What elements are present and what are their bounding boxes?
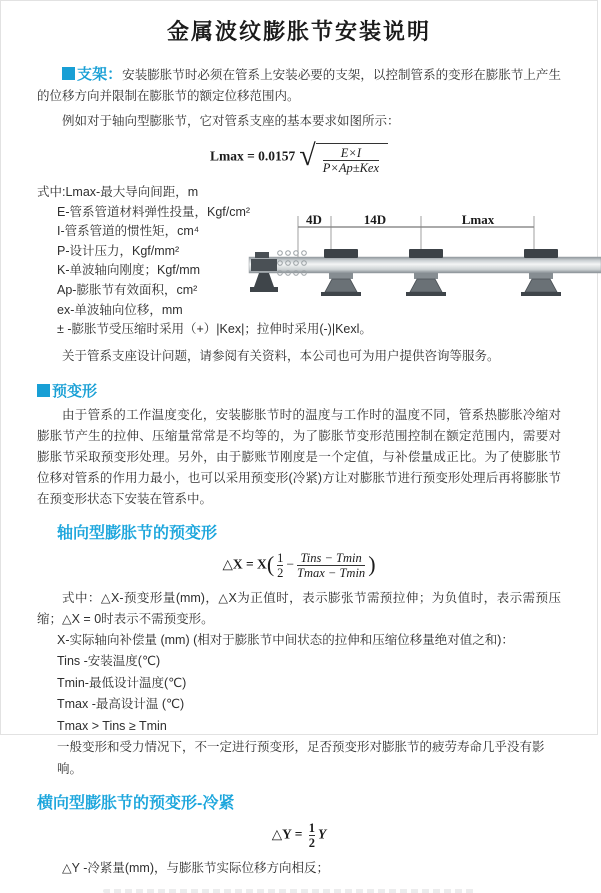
temperature-fraction: $\frac{\text{Tins − Tmin}}{Tmax - Tmin}$ bbox=[297, 550, 366, 580]
var-line: X-实际轴向补偿量 (mm) (相对于膨胀节中间状态的拉伸和压缩位移量绝对值之和)： bbox=[57, 632, 514, 647]
formula-lmax bbox=[37, 140, 561, 175]
var-line: K-单波轴向刚度；Kgf/mm bbox=[57, 263, 201, 278]
support-note-line: 关于管系支座设计问题，请参阅有关资料，本公司也可为用户提供咨询等服务。 bbox=[62, 348, 500, 363]
left-paren: ( bbox=[266, 551, 275, 577]
minus-sign: − bbox=[286, 556, 295, 572]
dim-label-14d: 14D bbox=[363, 212, 387, 227]
formula-lmax-numerator: E×I bbox=[340, 146, 361, 160]
section-heading-predeform: 预变形 bbox=[37, 380, 561, 401]
right-paren: ) bbox=[368, 551, 376, 577]
pipe-support-diagram-svg bbox=[249, 213, 601, 309]
var-line: Tmax -最高设计温 (℃) bbox=[57, 697, 185, 712]
pipe-support-diagram bbox=[249, 213, 601, 309]
pipe bbox=[249, 257, 601, 273]
section-heading-support: 支架： bbox=[77, 66, 123, 83]
axial-formula-explain: 式中：△X-预变形量(mm)，△X为正值时，表示膨张节需预拉伸；为负值时，表示需预压缩；△X = 0时表示不需预变形。 bbox=[37, 590, 561, 626]
axial-variable-lines bbox=[37, 630, 561, 781]
var-line: P-设计压力，Kgf/mm² bbox=[57, 243, 180, 258]
var-line: ± -膨胀节受压缩时采用（+）|Kex|；拉伸时采用(-)|Kexl。 bbox=[57, 322, 372, 337]
var-line: 式中:Lmax-最大导向间距，m bbox=[37, 185, 199, 199]
formula-dx-lhs: △X = X bbox=[222, 556, 267, 572]
var-line: I-管系管道的惯性矩，cm⁴ bbox=[57, 224, 200, 239]
support-intro-text: 安装膨胀节时必须在管系上安装必要的支架，以控制管系的变形在膨胀节上产生的位移方向并限制在膨胀节的额定位移范围内。 bbox=[37, 68, 561, 103]
var-line: Tins -安装温度(℃) bbox=[57, 654, 161, 669]
blue-square-bullet-icon bbox=[62, 67, 75, 80]
predeform-body-paragraph: 由于管系的工作温度变化，安装膨胀节时的温度与工作时的温度不同，管系热膨胀冷缩对膨胀节产生的拉伸、压缩量常常是不均等的，为了膨胀节变形范围控制在额定范围内，需要对膨胀节采取预变形处理。另外，由于膨账节刚度是一个定值，与补偿量成正比。为了使膨胀节位移对管系的作用力最小，也可以采用预变形(冷紧)方让对膨胀节进行预变形处理后再将膨胀节在预变形状态下安装在管系中。 bbox=[37, 407, 561, 506]
subheading-lateral-predeform: 横向型膨胀节的预变形-冷紧 bbox=[37, 795, 235, 813]
formula-lmax-fraction bbox=[320, 146, 382, 175]
var-line: Tmax > Tins ≥ Tmin bbox=[57, 718, 167, 733]
blue-square-bullet-icon bbox=[37, 384, 50, 397]
var-line: Ap-膨胀节有效面积，cm² bbox=[57, 282, 198, 297]
support-intro-paragraph bbox=[37, 64, 561, 107]
dim-label-4d: 4D bbox=[306, 212, 322, 227]
dim-label-lmax: Lmax bbox=[461, 212, 495, 227]
radical-sign: √ $\frac{E\times I}{\text{P×Ap±Kex}}$ bbox=[299, 140, 388, 175]
var-line: ex-单波轴向位移，mm bbox=[57, 302, 183, 317]
var-line: E-管系管道材料弹性投量，Kgf/cm² bbox=[57, 204, 251, 219]
page-title: 金属波纹膨胀节安装说明 bbox=[166, 19, 431, 44]
lateral-line: △Y -冷紧量(mm)，与膨胀节实际位移方向相反； bbox=[62, 861, 330, 876]
clipped-text-line bbox=[103, 889, 475, 893]
var-line: 一般变形和受力情况下，不一定进行预变形，足否预变形对膨胀节的疲劳寿命几乎没有影响。 bbox=[57, 740, 545, 776]
support-example-line: 例如对于轴向型膨胀节，它对管系支座的基本要求如图所示： bbox=[62, 114, 400, 128]
one-half-fraction: $\frac{1}{2}$ bbox=[277, 550, 284, 580]
var-line: Tmin-最低设计温度(℃) bbox=[57, 675, 187, 690]
formula-lmax-denominator: P×Ap±Kex bbox=[322, 161, 380, 175]
formula-delta-y bbox=[37, 821, 561, 850]
formula-dy-rhs: Y bbox=[318, 826, 327, 842]
variable-definitions bbox=[37, 183, 561, 340]
formula-delta-x bbox=[37, 551, 561, 580]
formula-dy-lhs: △Y = bbox=[271, 826, 303, 842]
one-half-fraction: $\frac{1}{2}$ bbox=[308, 821, 316, 851]
subheading-axial-predeform: 轴向型膨胀节的预变形 bbox=[57, 524, 218, 542]
formula-lmax-lhs: Lmax = 0.0157 bbox=[209, 148, 296, 164]
